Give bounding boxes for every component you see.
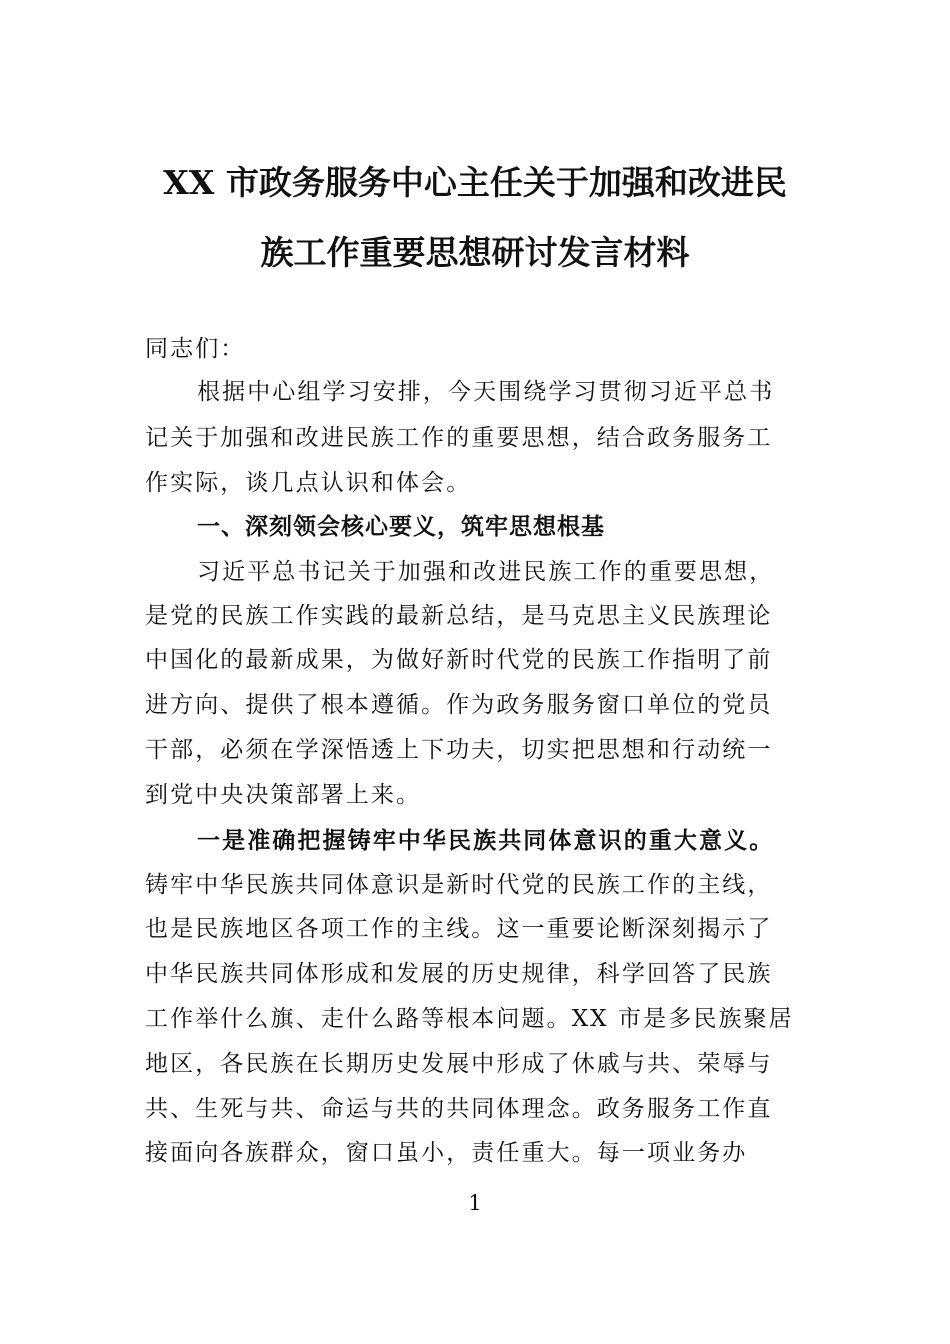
body-line: 进方向、提供了根本遵循。作为政务服务窗口单位的党员: [145, 692, 773, 718]
body-line: 干部，必须在学深悟透上下功夫，切实把思想和行动统一: [145, 737, 773, 763]
intro-line: 记关于加强和改进民族工作的重要思想，结合政务服务工: [145, 425, 773, 451]
body-line: 工作举什么旗、走什么路等根本问题。XX 市是多民族聚居: [145, 1006, 794, 1032]
body-line: 是党的民族工作实践的最新总结，是马克思主义民族理论: [145, 603, 773, 629]
document-title-line-2: 族工作重要思想研讨发言材料: [260, 233, 690, 272]
salutation: 同志们：: [145, 336, 246, 362]
body-line: 习近平总书记关于加强和改进民族工作的重要思想，: [197, 559, 775, 585]
point-lead: 一是准确把握铸牢中华民族共同体意识的重大意义。: [197, 827, 775, 854]
document-title-line-1: XX 市政务服务中心主任关于加强和改进民: [163, 163, 787, 202]
intro-line: 根据中心组学习安排，今天围绕学习贯彻习近平总书: [197, 379, 775, 405]
page-number: 1: [468, 1191, 482, 1215]
body-line: 中国化的最新成果，为做好新时代党的民族工作指明了前: [145, 647, 773, 673]
body-line: 接面向各族群众，窗口虽小，责任重大。每一项业务办: [145, 1140, 748, 1166]
body-line: 也是民族地区各项工作的主线。这一重要论断深刻揭示了: [145, 916, 773, 942]
body-line: 共、生死与共、命运与共的共同体理念。政务服务工作直: [145, 1096, 773, 1122]
section-heading: 一、深刻领会核心要义，筑牢思想根基: [197, 514, 605, 540]
body-line: 地区，各民族在长期历史发展中形成了休戚与共、荣辱与: [145, 1051, 773, 1077]
body-line: 到党中央决策部署上来。: [145, 782, 422, 808]
body-line: 中华民族共同体形成和发展的历史规律，科学回答了民族: [145, 961, 773, 987]
body-line: 铸牢中华民族共同体意识是新时代党的民族工作的主线，: [145, 872, 773, 898]
intro-line: 作实际，谈几点认识和体会。: [145, 470, 472, 496]
